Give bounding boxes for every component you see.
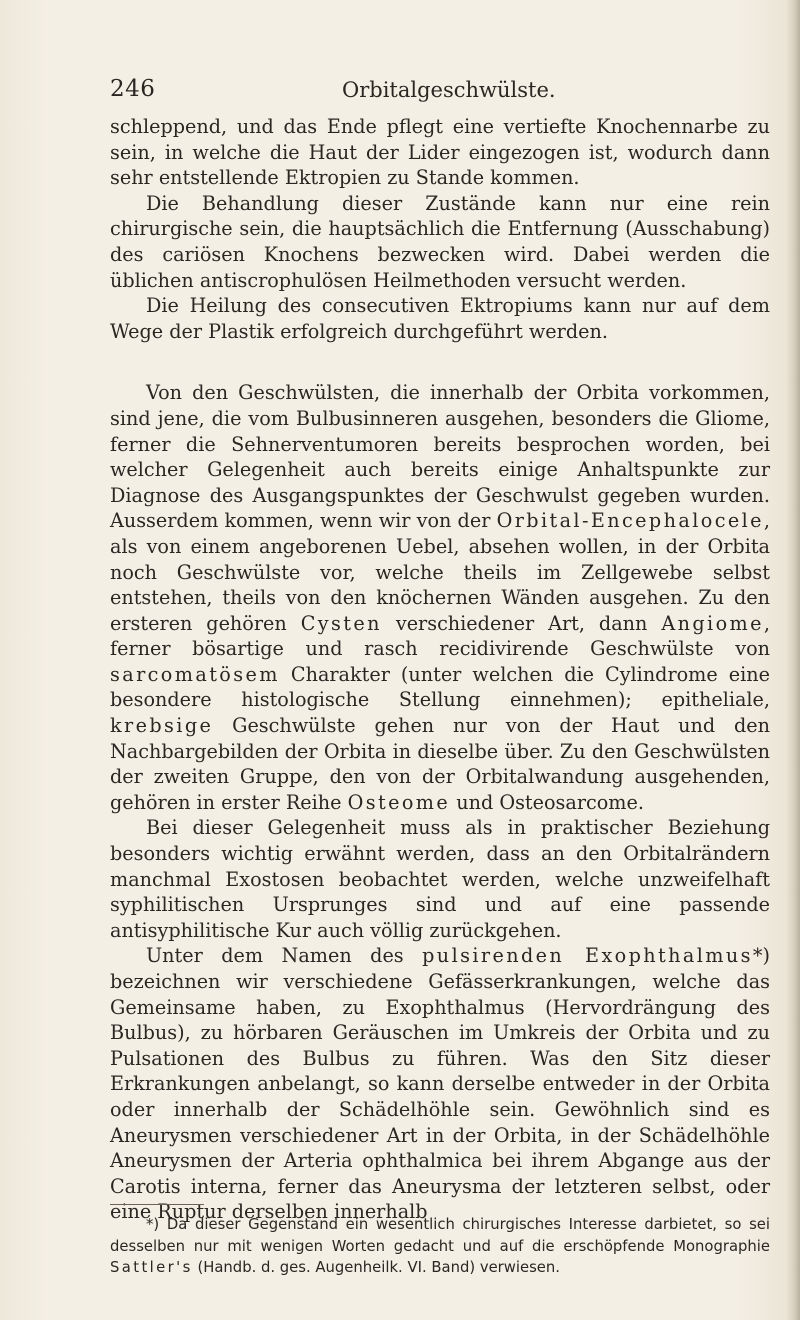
spaced-term: krebsige [110,714,214,738]
spaced-term: Orbital-Encephalocele [496,509,764,533]
paragraph-tumors [110,380,770,815]
spaced-term: Cysten [300,611,382,635]
text-run: verschiedener Art, dann [381,611,662,635]
page-header [110,76,710,110]
paragraph-exophthalmus [110,943,770,1225]
spaced-term: sarcomatösem [110,662,280,686]
paragraph-treatment: Die Behandlung dieser Zustände kann nur eine rein chirurgische sein, die hauptsächlich die Entfernung (Ausschabung) des cariösen Knochens bezwecken wird. Dabei werden die üblichen antiscrophulösen Heilmethoden versucht werden. [110,191,770,292]
paragraph-healing: Die Heilung des consecutiven Ektropiums kann nur auf dem Wege der Plastik erfolgreich durchgeführt werden. [110,294,770,343]
text-run: Unter dem Namen des [146,944,423,968]
page-number: 246 [110,76,156,102]
text-run: , als von einem angeborenen Uebel, absehen wollen, in der Orbita noch Geschwülste vor, welche theils im Zellgewebe selbst entstehen, theils von den knöchernen Wänden ausgehen. Zu den ersteren gehören [110,509,770,635]
text-run: und Osteosarcome. [450,790,644,814]
text-run: Von den Geschwülsten, die innerhalb der Orbita vorkommen, sind jene, die vom Bulbusinneren ausgehen, besonders die Gliome, ferner die Sehnerventumoren bereits besprochen worden, bei welcher Gelegenheit auch bereits einige Anhaltspunkte zur Diagnose des Ausgangspunktes der Geschwulst gegeben wurden. Ausserdem kommen, wenn wir von der [110,381,770,533]
page-edge-shadow [786,0,800,1320]
text-run: Geschwülste gehen nur von der Haut und den Nachbargebilden der Orbita in dieselbe über. Zu den Geschwülsten der zweiten Gruppe, den von der Orbitalwandung ausgehenden, gehören in erster Reihe [110,714,770,814]
section-gap [110,344,770,380]
spaced-term: Osteome [347,790,451,814]
text-run: *) Da dieser Gegenstand ein wesentlich chirurgisches Interesse darbietet, so sei desselben nur mit wenigen Worten gedacht und auf die erschöpfende Monographie [110,1216,770,1255]
footnote [110,1214,770,1279]
text-run: Charakter (unter welchen die Cylindrome eine besondere histologische Stellung einnehmen); epitheliale, [110,662,770,712]
running-head: Orbitalgeschwülste. [342,78,556,102]
footnote-divider [110,1204,204,1205]
text-run: , ferner bösartige und rasch recidivirende Geschwülste von [110,611,770,661]
paragraph-exostoses: Bei dieser Gelegenheit muss als in praktischer Beziehung besonders wichtig erwähnt werden, dass an den Orbitalrändern manchmal Exostosen beobachtet werden, welche unzweifelhaft syphilitischen Ursprunges sind und auf eine passende antisyphilitische Kur auch völlig zurückgehen. [110,816,770,942]
body-text [110,114,770,1225]
spaced-term: Sattler's [110,1259,193,1276]
text-run: (Handb. d. ges. Augenheilk. VI. Band) verwiesen. [192,1259,560,1276]
text-run: *) bezeichnen wir verschiedene Gefässerkrankungen, welche das Gemeinsame haben, zu Exophthalmus (Hervordrängung des Bulbus), zu hörbaren Geräuschen im Umkreis der Orbita und zu Pulsationen des Bulbus zu führen. Was den Sitz dieser Erkrankungen anbelangt, so kann derselbe entweder in der Orbita oder innerhalb der Schädelhöhle sein. Gewöhnlich sind es Aneurysmen verschiedener Art in der Orbita, in der Schädelhöhle Aneurysmen der Arteria ophthalmica bei ihrem Abgange aus der Carotis interna, ferner das Aneurysma der letzteren selbst, oder eine Ruptur derselben innerhalb [110,944,770,1224]
footnote-text [110,1214,770,1279]
spaced-term: pulsirenden Exophthalmus [422,944,753,968]
spaced-term: Angiome [661,611,764,635]
paragraph-continuation: schleppend, und das Ende pflegt eine vertiefte Knochennarbe zu sein, in welche die Haut der Lider eingezogen ist, wodurch dann sehr entstellende Ektropien zu Stande kommen. [110,115,770,190]
